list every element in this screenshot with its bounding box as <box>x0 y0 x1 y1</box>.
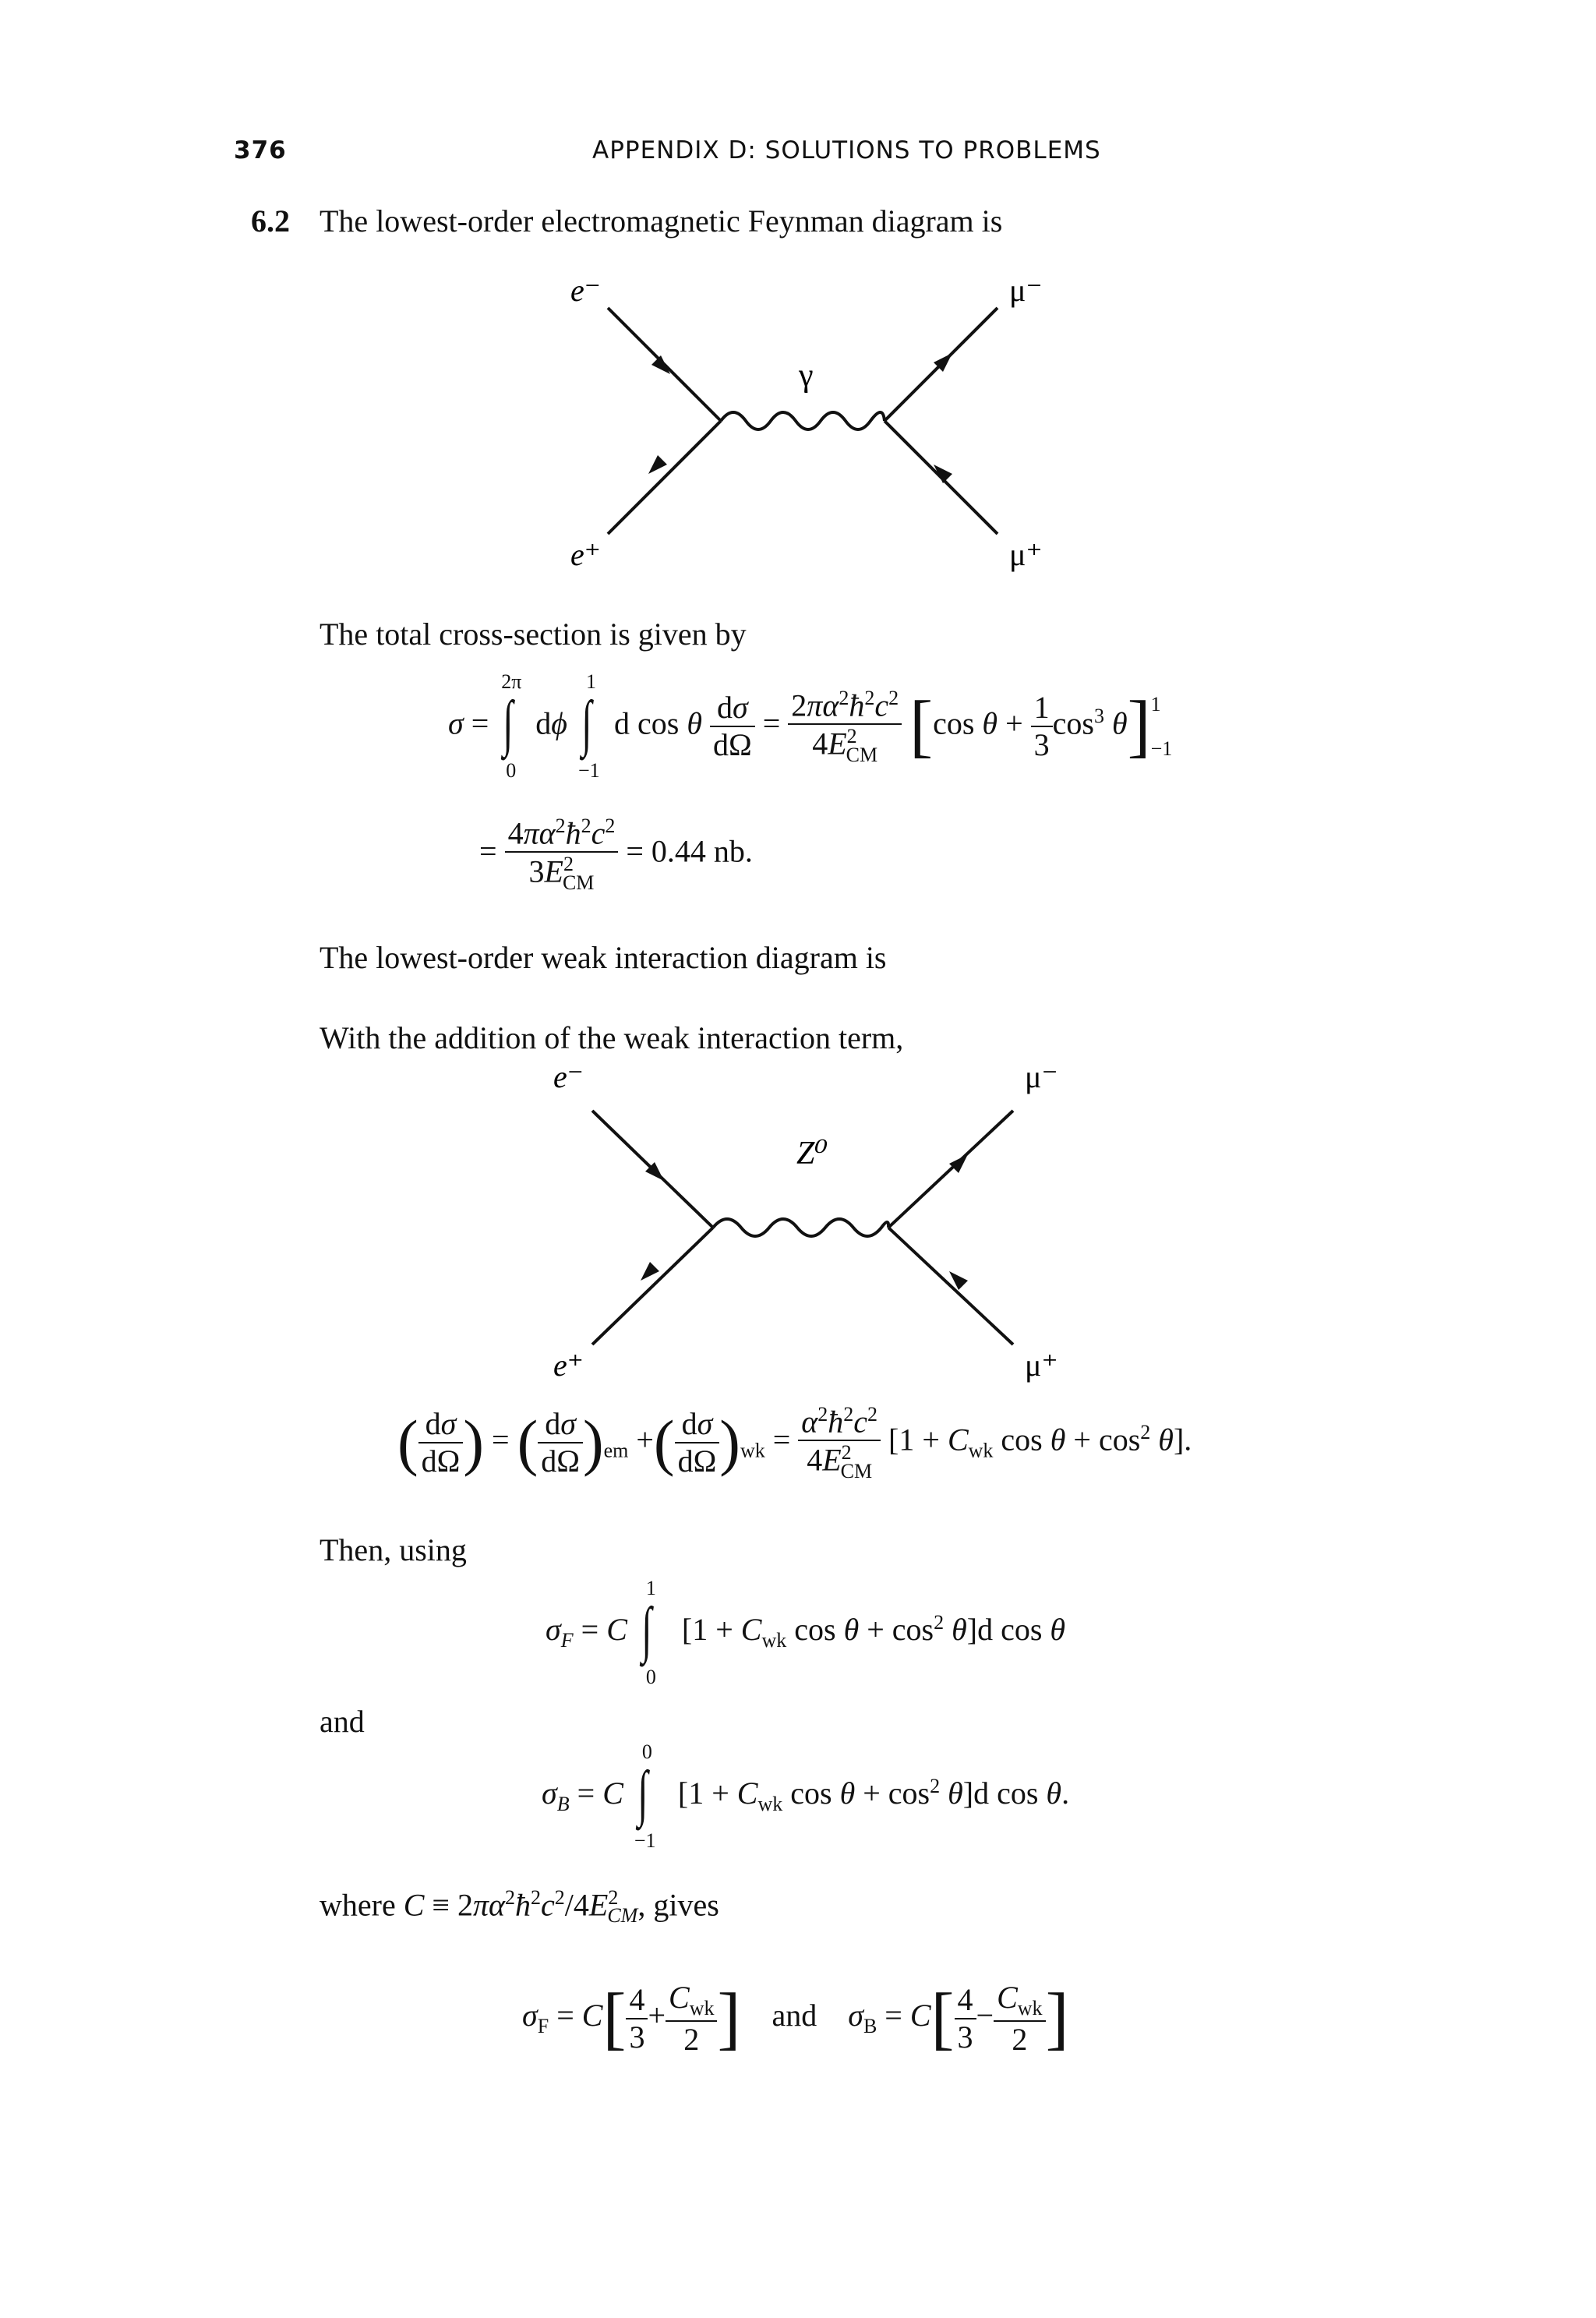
weak-diagram-text: The lowest-order weak interaction diagram is <box>320 940 887 975</box>
where-clause: where $C \equiv 2\pi\alpha^2ħ^2c^2/4E^2_{CM}$, gives <box>320 1886 719 1928</box>
addition-text: With the addition of the weak interaction term, <box>320 1020 904 1055</box>
label-z-boson: Z⁰ <box>796 1136 828 1171</box>
em-feynman-diagram <box>530 265 1091 592</box>
then-using-text: Then, using <box>320 1532 467 1567</box>
sigma-backward-equation: $\sigma_B = C$ 0 ∫ −1 [$1 + C_{wk}$ $\cos \theta + \cos^2 \theta]d$ cos θ. <box>542 1740 1070 1852</box>
label-mu-minus: μ⁻ <box>1009 273 1043 308</box>
label-e-minus: e⁻ <box>570 273 601 308</box>
gives-word: , gives <box>637 1887 719 1923</box>
differential-cross-section-equation: ( $\frac{d\sigma}{d\Omega}$ ) = ( $\frac{d\sigma}{d\Omega}$ )$_{em}$ +( $\frac{d\sigma}{d\Omega}$ )$_{wk}$ = $\frac{\alpha^2ħ^2c^2}{4E^2_{CM}}$ [$1 + C_{wk}$ $\cos \theta + \cos^2 \theta$]. <box>397 1403 1192 1482</box>
label-mu-plus: μ⁺ <box>1009 537 1043 572</box>
problem-number: 6.2 <box>251 203 290 239</box>
weak-feynman-diagram <box>530 1064 1091 1399</box>
total-cross-section-text: The total cross-section is given by <box>320 617 747 652</box>
final-and-word: and <box>772 1998 817 2034</box>
sigma-forward-equation: $\sigma_F = C$ 1 ∫ 0 [$1 + C_{wk}$ $\cos \theta + \cos^2 \theta]d$ cos θ <box>546 1577 1066 1688</box>
final-results: $\sigma_F = C$[ $\frac{4}{3}$ + $\frac{C_{wk}}{2}$ ] and $\sigma_B = C$[ $\frac{4}{3}$ − $\frac{C_{wk}}{2}$ ] <box>522 1979 1069 2057</box>
result-value: = 0.44 nb. <box>626 833 753 869</box>
label-e-plus: e⁺ <box>570 537 601 572</box>
where-word: where <box>320 1887 396 1923</box>
running-title: APPENDIX D: SOLUTIONS TO PROBLEMS <box>592 136 1101 164</box>
intro-text: The lowest-order electromagnetic Feynman diagram is <box>320 203 1003 239</box>
and-text: and <box>320 1704 365 1739</box>
label-e-minus: e⁻ <box>553 1064 584 1094</box>
page-number: 376 <box>234 136 287 164</box>
label-photon: γ <box>799 358 814 394</box>
cross-section-equation: σ = 2π ∫ 0 dϕ 1 ∫ −1 d cos θ $\frac{d\sigma}{d\Omega}$ = $\frac{2\pi\alpha^2ħ^2c^2}{4E^2_{CM}}$ [cos θ + $\frac{1}{3}$ $\cos^3 \theta]1$ −1 <box>448 670 1173 783</box>
cross-section-result: = $\frac{4\pi\alpha^2ħ^2c^2}{3E^2_{CM}}$ = 0.44 nb. <box>479 814 753 894</box>
label-mu-plus: μ⁺ <box>1025 1348 1058 1383</box>
label-e-plus: e⁺ <box>553 1348 584 1383</box>
fermion-arrows <box>641 1154 968 1290</box>
label-mu-minus: μ⁻ <box>1025 1064 1058 1094</box>
